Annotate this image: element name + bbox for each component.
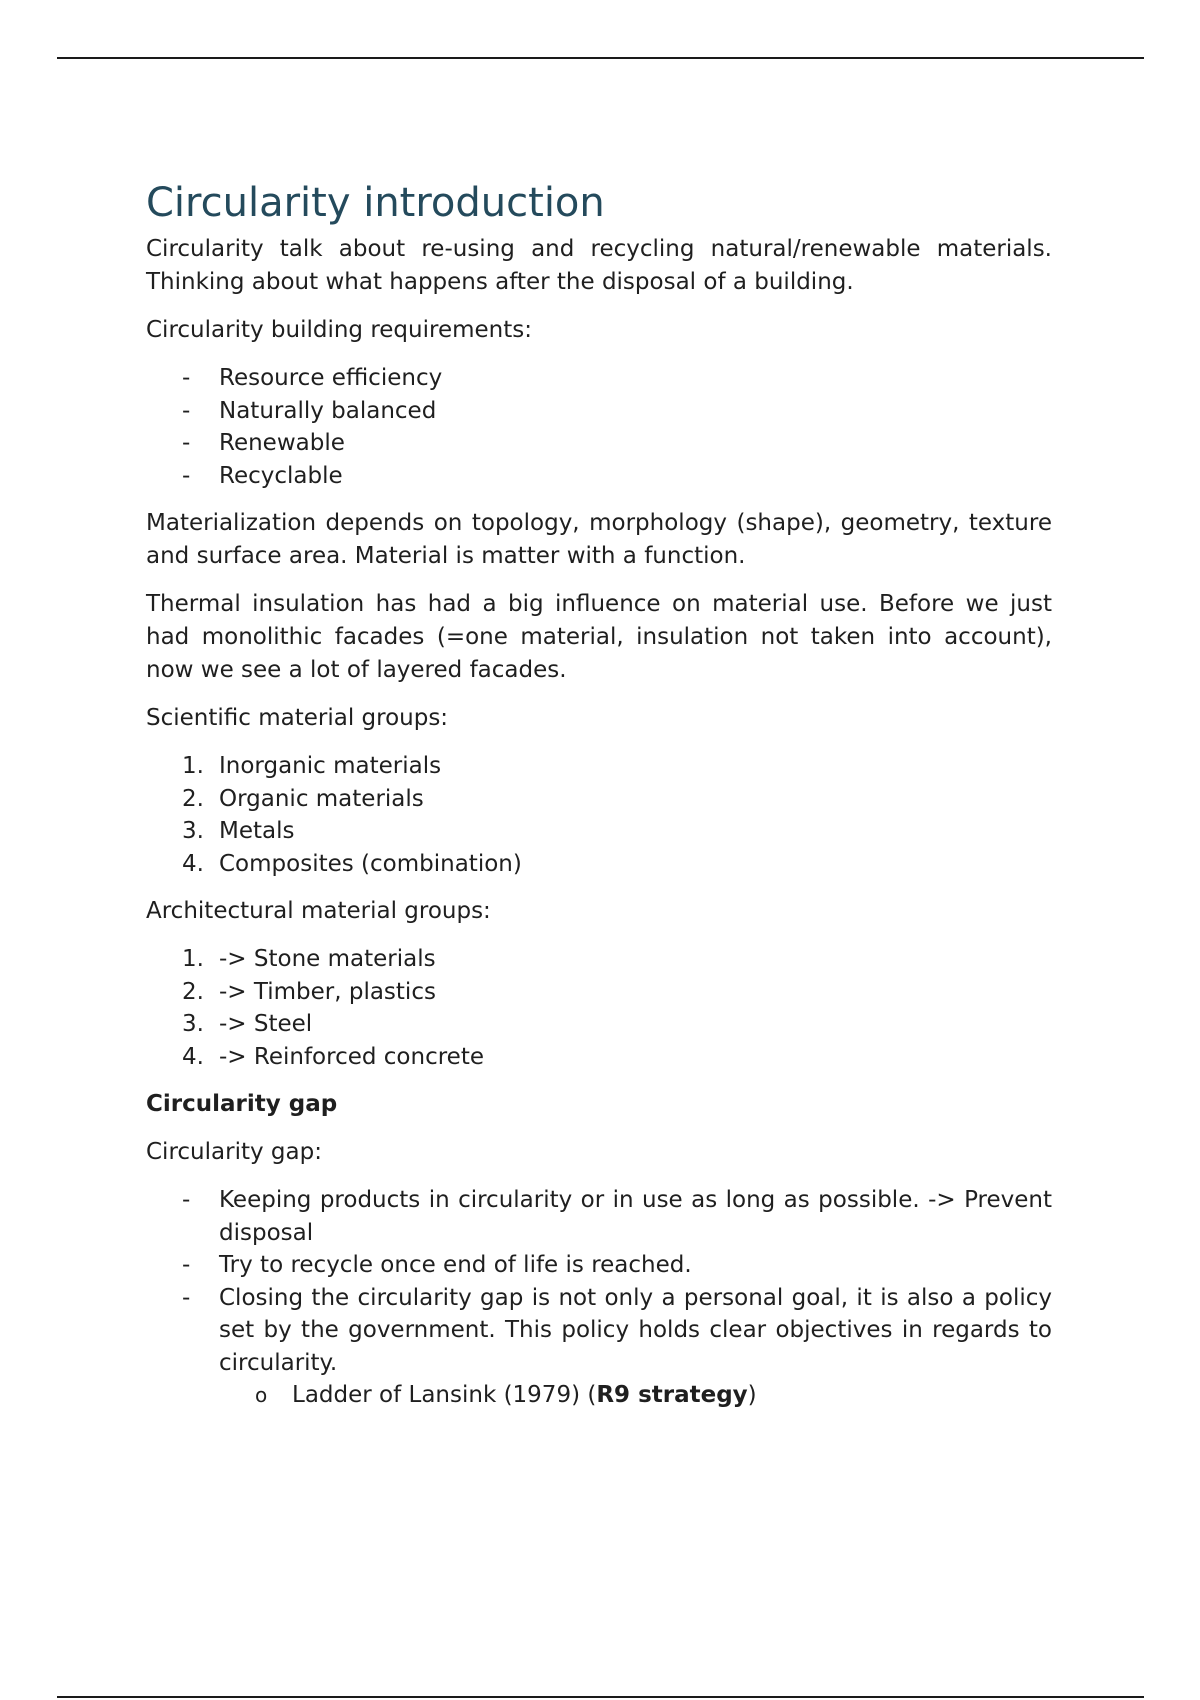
list-number: 4. — [182, 1043, 204, 1070]
architectural-groups-list — [146, 943, 1052, 1073]
list-item-text: Inorganic materials — [219, 753, 442, 779]
list-item-text: Composites (combination) — [219, 850, 522, 877]
dash-marker: - — [182, 430, 191, 456]
list-item-text: -> Timber, plastics — [219, 978, 436, 1005]
materialization-paragraph: Materialization depends on topology, morphology (shape), geometry, texture and surface area. Material is matter with a function. — [146, 510, 1052, 569]
list-item-text: -> Reinforced concrete — [219, 1043, 484, 1070]
page-title: Circularity introduction — [146, 180, 605, 226]
list-item-text: Recyclable — [219, 462, 343, 489]
thermal-paragraph: Thermal insulation has had a big influence on material use. Before we just had monolithic facades (=one material, insulation not taken into account), now we see a lot of layered facades. — [146, 591, 1052, 683]
list-item — [146, 395, 1052, 428]
list-item — [146, 1249, 1052, 1282]
list-item — [146, 976, 1052, 1009]
list-item — [146, 848, 1052, 881]
intro-paragraph: Circularity talk about re-using and recycling natural/renewable materials. Thinking about what happens after the disposal of a building. — [146, 236, 1052, 295]
list-item — [146, 783, 1052, 816]
dash-marker: - — [182, 1187, 191, 1213]
list-item-text: Organic materials — [219, 785, 424, 812]
section-heading-circularity-gap: Circularity gap — [146, 1091, 338, 1117]
list-number: 1. — [182, 946, 204, 972]
list-item — [146, 427, 1052, 460]
list-number: 3. — [182, 818, 204, 844]
list-item-text: Resource efficiency — [219, 365, 443, 391]
list-item — [146, 362, 1052, 395]
list-item-text: Closing the circularity gap is not only a personal goal, it is also a policy set by the government. This policy holds clear objectives in regards to circularity. — [219, 1284, 1052, 1376]
dash-marker: - — [182, 1284, 191, 1311]
dash-marker: - — [182, 397, 191, 424]
list-item — [146, 750, 1052, 783]
sub-list — [219, 1379, 1052, 1412]
sub-item-bold: R9 strategy — [596, 1382, 748, 1408]
list-item-text: -> Stone materials — [219, 946, 436, 972]
list-item — [146, 460, 1052, 493]
list-number: 3. — [182, 1011, 204, 1037]
sub-item-text-after: ) — [747, 1382, 757, 1408]
sub-item-text-before: Ladder of Lansink (1979) ( — [292, 1382, 597, 1408]
list-item-text: Try to recycle once end of life is reached. — [219, 1252, 692, 1278]
dash-marker: - — [182, 462, 191, 489]
document-body — [146, 176, 1052, 1412]
scientific-heading: Scientific material groups: — [146, 705, 449, 731]
list-item — [146, 815, 1052, 848]
requirements-heading: Circularity building requirements: — [146, 317, 532, 343]
list-item — [146, 1184, 1052, 1249]
dash-marker: - — [182, 1252, 191, 1278]
list-item-text: Naturally balanced — [219, 397, 437, 424]
list-item — [146, 1282, 1052, 1412]
list-item — [146, 1008, 1052, 1041]
footer-rule — [57, 1696, 1144, 1698]
list-item-text: -> Steel — [219, 1011, 313, 1037]
list-number: 1. — [182, 753, 204, 779]
sub-list-item — [219, 1379, 1052, 1412]
list-item-text: Renewable — [219, 430, 345, 456]
dash-marker: - — [182, 365, 191, 391]
gap-points-list — [146, 1184, 1052, 1412]
list-item-text: Metals — [219, 818, 295, 844]
list-number: 2. — [182, 978, 204, 1005]
requirements-list — [146, 362, 1052, 492]
scientific-groups-list — [146, 750, 1052, 880]
list-number: 4. — [182, 850, 204, 877]
list-item — [146, 943, 1052, 976]
list-number: 2. — [182, 785, 204, 812]
list-item-text: Keeping products in circularity or in use as long as possible. -> Prevent disposal — [219, 1187, 1052, 1246]
list-item — [146, 1041, 1052, 1074]
circle-bullet: o — [255, 1383, 268, 1407]
architectural-heading: Architectural material groups: — [146, 898, 491, 924]
gap-label: Circularity gap: — [146, 1139, 322, 1165]
header-rule — [57, 57, 1144, 59]
